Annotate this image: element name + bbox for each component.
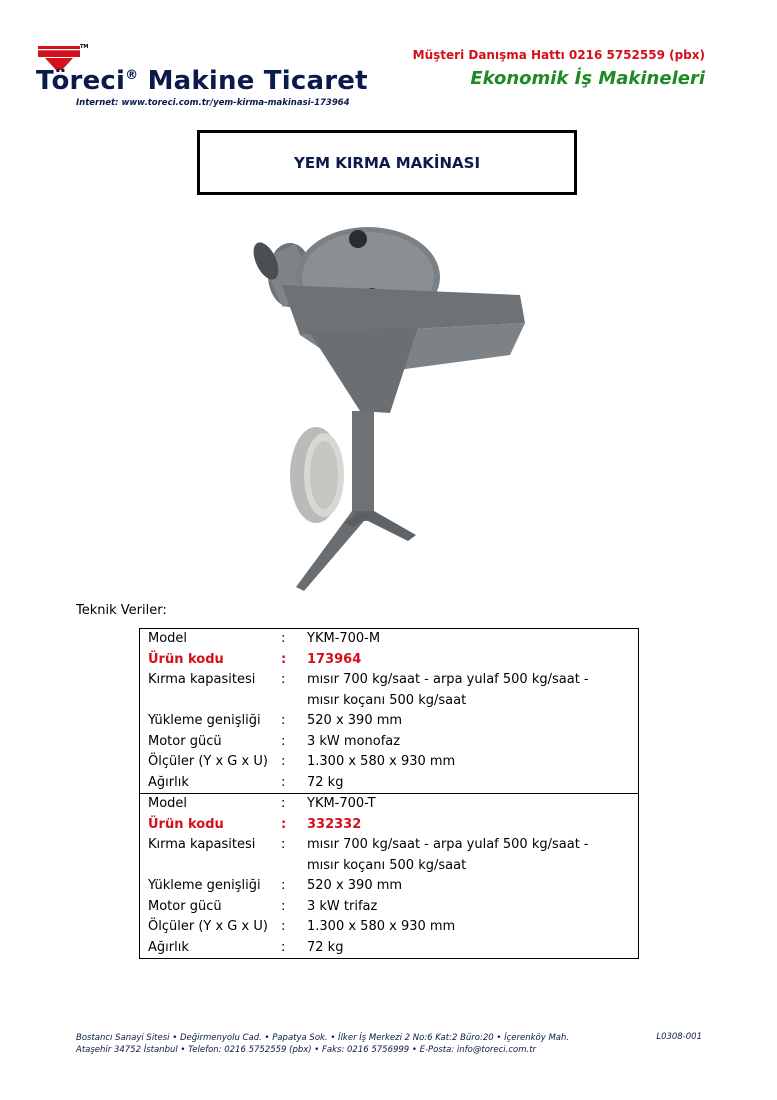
spec-table <box>139 628 639 959</box>
spec-row-capacity <box>140 670 638 711</box>
spec-block-trifaz <box>140 793 638 958</box>
spec-key: Model <box>148 796 188 811</box>
spec-value-line1: mısır 700 kg/saat - arpa yulaf 500 kg/saat - <box>307 672 589 687</box>
spec-key: Ölçüler (Y x G x U) <box>148 919 268 934</box>
spec-key: Model <box>148 631 188 646</box>
slogan: Ekonomik İş Makineleri <box>470 68 705 89</box>
website-url[interactable]: Internet: www.toreci.com.tr/yem-kirma-makinasi-173964 <box>76 98 350 108</box>
spec-key: Kırma kapasitesi <box>148 837 256 852</box>
spec-key: Ürün kodu <box>148 651 224 667</box>
spec-value: 173964 <box>307 651 362 667</box>
brand-text: Töreci <box>36 66 126 96</box>
footer-line-1: Bostancı Sanayi Sitesi • Değirmenyolu Cad. • Papatya Sok. • İlker İş Merkezi 2 No:6 Kat:2 Büro:20 • İçerenköy Mah. <box>76 1033 570 1043</box>
registered-mark: ® <box>125 68 139 83</box>
spec-row-dimensions <box>140 752 638 773</box>
trademark-mark: TM <box>80 44 89 50</box>
spec-value: 72 kg <box>307 774 344 790</box>
spec-value: 1.300 x 580 x 930 mm <box>307 754 456 769</box>
spec-row-motor-power <box>140 897 638 918</box>
spec-key: Yükleme genişliği <box>148 878 261 893</box>
spec-row-loading-width <box>140 711 638 732</box>
spec-key: Yükleme genişliği <box>148 713 261 728</box>
spec-value: 332332 <box>307 816 362 832</box>
spec-value <box>305 670 638 711</box>
spec-key: Ağırlık <box>148 939 189 955</box>
spec-colon: : <box>281 796 286 811</box>
spec-value: 72 kg <box>307 939 344 955</box>
technical-data-label: Teknik Veriler: <box>76 603 167 618</box>
spec-value <box>305 835 638 876</box>
spec-value: 520 x 390 mm <box>307 878 403 893</box>
spec-row-loading-width <box>140 876 638 897</box>
spec-colon: : <box>281 919 286 934</box>
brand-name <box>36 66 368 96</box>
spec-row-motor-power <box>140 732 638 753</box>
spec-key: Motor gücü <box>148 733 222 749</box>
feed-crusher-machine-image <box>240 215 540 595</box>
spec-colon: : <box>281 898 286 914</box>
spec-value: 1.300 x 580 x 930 mm <box>307 919 456 934</box>
spec-key: Ürün kodu <box>148 816 224 832</box>
spec-value: YKM-700-M <box>307 631 381 646</box>
spec-row-capacity <box>140 835 638 876</box>
spec-row-product-code <box>140 815 638 836</box>
spec-key: Ölçüler (Y x G x U) <box>148 754 268 769</box>
spec-value: YKM-700-T <box>307 796 376 811</box>
title-box <box>197 130 577 195</box>
spec-row-weight <box>140 938 638 959</box>
spec-colon: : <box>281 774 286 790</box>
spec-colon: : <box>281 754 286 769</box>
footer-line-2: Ataşehir 34752 İstanbul • Telefon: 0216 5752559 (pbx) • Faks: 0216 5756999 • E-Posta: info@toreci.com.tr <box>76 1045 537 1055</box>
spec-value-line1: mısır 700 kg/saat - arpa yulaf 500 kg/saat - <box>307 837 589 852</box>
spec-key: Ağırlık <box>148 774 189 790</box>
spec-key: Motor gücü <box>148 898 222 914</box>
spec-value-line2: mısır koçanı 500 kg/saat <box>307 692 467 708</box>
spec-row-model <box>140 794 638 815</box>
spec-colon: : <box>281 837 286 852</box>
spec-colon: : <box>281 672 286 687</box>
spec-value: 3 kW monofaz <box>307 733 401 749</box>
spec-block-monofaz <box>140 629 638 793</box>
spec-row-dimensions <box>140 917 638 938</box>
spec-colon: : <box>281 878 286 893</box>
customer-hotline: Müşteri Danışma Hattı 0216 5752559 (pbx) <box>412 48 705 62</box>
spec-colon: : <box>281 733 286 749</box>
brand-suffix: Makine Ticaret <box>138 66 368 96</box>
spec-row-product-code <box>140 650 638 671</box>
spec-colon: : <box>281 713 286 728</box>
spec-row-model <box>140 629 638 650</box>
footer-address <box>76 1032 569 1056</box>
spec-value-line2: mısır koçanı 500 kg/saat <box>307 857 467 873</box>
spec-colon: : <box>281 939 286 955</box>
spec-colon: : <box>281 651 287 667</box>
spec-value: 3 kW trifaz <box>307 898 378 914</box>
spec-row-weight <box>140 773 638 794</box>
document-code: L0308-001 <box>656 1032 702 1042</box>
spec-key: Kırma kapasitesi <box>148 672 256 687</box>
page-title: YEM KIRMA MAKİNASI <box>293 153 481 172</box>
spec-value: 520 x 390 mm <box>307 713 403 728</box>
spec-colon: : <box>281 631 286 646</box>
spec-colon: : <box>281 816 287 832</box>
